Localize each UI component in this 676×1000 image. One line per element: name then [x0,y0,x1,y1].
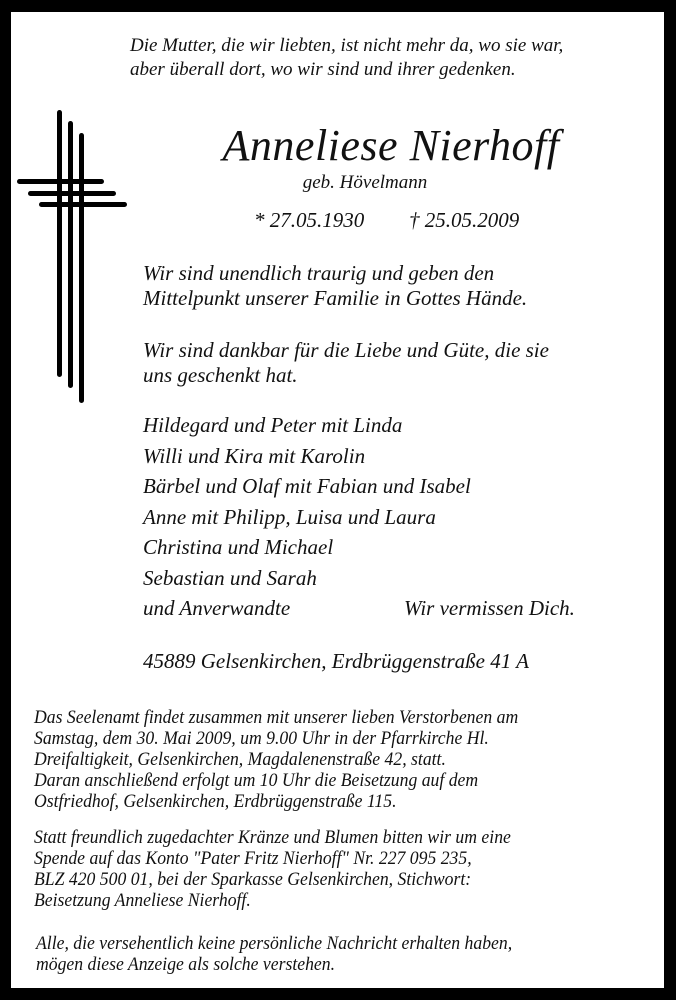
birth-date: * 27.05.1930 [254,208,365,232]
family-member: und Anverwandte [143,596,291,620]
donation-notice-line: Statt freundlich zugedachter Kränze und Blumen bitten wir um eine [34,827,511,848]
service-notice-line: Dreifaltigkeit, Gelsenkirchen, Magdalenenstraße 42, statt. [34,749,446,770]
motto-line: aber überall dort, wo wir sind und ihrer gedenken. [130,59,516,80]
closing-phrase: Wir vermissen Dich. [404,596,575,620]
paragraph-line: uns geschenkt hat. [143,363,298,387]
family-member: Bärbel und Olaf mit Fabian und Isabel [143,474,471,498]
maiden-name: geb. Hövelmann [302,172,428,193]
deceased-name: Anneliese Nierhoff [222,121,560,170]
family-member: Christina und Michael [143,535,334,559]
final-notice-line: Alle, die versehentlich keine persönliche Nachricht erhalten haben, [36,933,513,954]
final-notice-line: mögen diese Anzeige als solche verstehen. [36,954,336,975]
paragraph-line: Mittelpunkt unserer Familie in Gottes Hände. [143,286,528,310]
donation-notice-line: BLZ 420 500 01, bei der Sparkasse Gelsenkirchen, Stichwort: [34,869,472,890]
service-notice-line: Ostfriedhof, Gelsenkirchen, Erdbrüggenstraße 115. [34,791,397,812]
donation-notice-line: Beisetzung Anneliese Nierhoff. [34,890,251,911]
motto-line: Die Mutter, die wir liebten, ist nicht mehr da, wo sie war, [130,35,564,56]
family-member: Anne mit Philipp, Luisa und Laura [143,505,436,529]
family-member: Willi und Kira mit Karolin [143,444,366,468]
service-notice-line: Samstag, dem 30. Mai 2009, um 9.00 Uhr in der Pfarrkirche Hl. [34,728,489,749]
family-member: Hildegard und Peter mit Linda [143,413,403,437]
service-notice-line: Daran anschließend erfolgt um 10 Uhr die Beisetzung auf dem [34,770,479,791]
paragraph-line: Wir sind dankbar für die Liebe und Güte, die sie [143,338,549,362]
family-member: Sebastian und Sarah [143,566,317,590]
paragraph-line: Wir sind unendlich traurig und geben den [143,261,495,285]
service-notice-line: Das Seelenamt findet zusammen mit unserer lieben Verstorbenen am [34,707,519,728]
family-address: 45889 Gelsenkirchen, Erdbrüggenstraße 41 A [143,649,529,673]
donation-notice-line: Spende auf das Konto "Pater Fritz Nierhoff" Nr. 227 095 235, [34,848,472,869]
death-date: † 25.05.2009 [409,208,520,232]
